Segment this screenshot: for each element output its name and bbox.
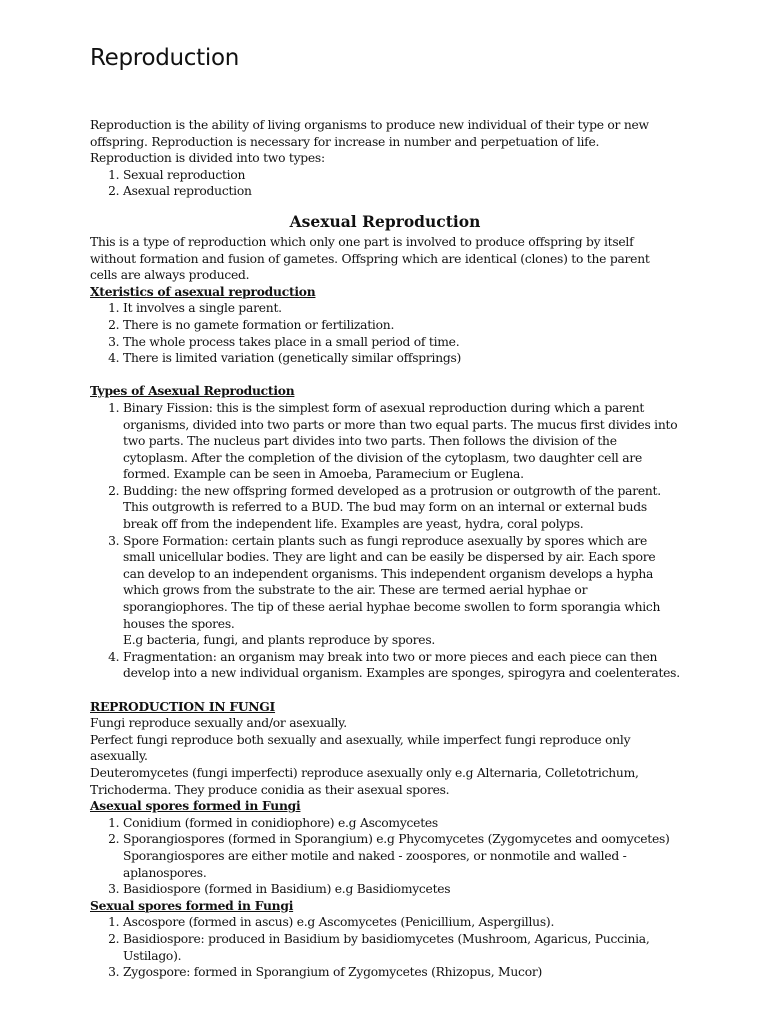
document-title: Reproduction bbox=[90, 45, 239, 71]
intro-paragraph: Reproduction is the ability of living organisms to produce new individual of their type or new offspring. Reproduction is necessary for increase in number and perpetuation of life. bbox=[90, 118, 649, 149]
list-item: 2. There is no gamete formation or fertilization. bbox=[123, 317, 680, 334]
list-item: 3. The whole process takes place in a small period of time. bbox=[123, 334, 680, 351]
fungi-line-1: Fungi reproduce sexually and/or asexually. bbox=[90, 716, 347, 731]
spacer bbox=[90, 682, 680, 699]
asexual-types-list bbox=[90, 400, 680, 682]
list-item: 2. Asexual reproduction bbox=[123, 183, 680, 200]
asexual-spores-list bbox=[90, 815, 680, 898]
fungi-heading: REPRODUCTION IN FUNGI bbox=[90, 698, 276, 714]
list-item: 4. Fragmentation: an organism may break into two or more pieces and each piece can then develop into a new individual organism. Examples are sponges, spirogyra and coelenterates. bbox=[123, 649, 680, 682]
list-item: 3. Basidiospore (formed in Basidium) e.g Basidiomycetes bbox=[123, 881, 680, 898]
list-item bbox=[123, 533, 680, 649]
document-body bbox=[90, 117, 680, 981]
characteristics-heading: Xteristics of asexual reproduction bbox=[90, 283, 316, 299]
asexual-spores-heading: Asexual spores formed in Fungi bbox=[90, 798, 301, 814]
intro-types-line: Reproduction is divided into two types: bbox=[90, 151, 325, 166]
fungi-line-2: Perfect fungi reproduce both sexually and asexually, while imperfect fungi reproduce only asexually. bbox=[90, 732, 631, 764]
characteristics-list bbox=[90, 300, 680, 366]
list-item: 1. It involves a single parent. bbox=[123, 300, 680, 317]
asexual-types-heading: Types of Asexual Reproduction bbox=[90, 383, 295, 399]
list-item: 1. Binary Fission: this is the simplest form of asexual reproduction during which a parent organisms, divided into two parts or more than two equal parts. The mucus first divides into two parts. The nucleus part divides into two parts. Then follows the division of the cytoplasm. After the completion of the division of the cytoplasm, two daughter cell are formed. Example can be seen in Amoeba, Paramecium or Euglena. bbox=[123, 400, 680, 483]
spore-example-text: E.g bacteria, fungi, and plants reproduce by spores. bbox=[123, 633, 436, 648]
list-item: 2. Basidiospore: produced in Basidium by basidiomycetes (Mushroom, Agaricus, Puccinia, Ustilago). bbox=[123, 931, 680, 964]
spore-formation-text: Spore Formation: certain plants such as fungi reproduce asexually by spores which are small unicellular bodies. They are light and can be easily be dispersed by air. Each spore can develop to an independent organisms. This independent organism develops a hypha which grows from the substrate to the air. These are termed aerial hyphae or sporangiophores. The tip of these aerial hyphae become swollen to form sporangia which houses the spores. bbox=[123, 533, 661, 631]
fungi-line-3: Deuteromycetes (fungi imperfecti) reproduce asexually only e.g Alternaria, Colletotrichum, Trichoderma. They produce conidia as their asexual spores. bbox=[90, 765, 639, 797]
asexual-definition: This is a type of reproduction which only one part is involved to produce offspring by itself without formation and fusion of gametes. Offspring which are identical (clones) to the parent cells are always produced. bbox=[90, 234, 650, 283]
sexual-spores-heading: Sexual spores formed in Fungi bbox=[90, 897, 294, 913]
sexual-spores-list bbox=[90, 914, 680, 980]
list-item: 2. Sporangiospores (formed in Sporangium) e.g Phycomycetes (Zygomycetes and oomycetes) Sporangiospores are either motile and naked - zoospores, or nonmotile and walled - aplanospores. bbox=[123, 831, 680, 881]
list-item: 1. Ascospore (formed in ascus) e.g Ascomycetes (Penicillium, Aspergillus). bbox=[123, 914, 680, 931]
list-item: 2. Budding: the new offspring formed developed as a protrusion or outgrowth of the parent. This outgrowth is referred to a BUD. The bud may form on an internal or external buds break off from the independent life. Examples are yeast, hydra, coral polyps. bbox=[123, 483, 680, 533]
reproduction-types-list bbox=[90, 167, 680, 200]
list-item: 1. Sexual reproduction bbox=[123, 167, 680, 184]
list-item: 1. Conidium (formed in conidiophore) e.g Ascomycetes bbox=[123, 815, 680, 832]
asexual-section-heading: Asexual Reproduction bbox=[289, 211, 481, 231]
list-item: 3. Zygospore: formed in Sporangium of Zygomycetes (Rhizopus, Mucor) bbox=[123, 964, 680, 981]
spacer bbox=[90, 367, 680, 384]
list-item: 4. There is limited variation (genetically similar offsprings) bbox=[123, 350, 680, 367]
